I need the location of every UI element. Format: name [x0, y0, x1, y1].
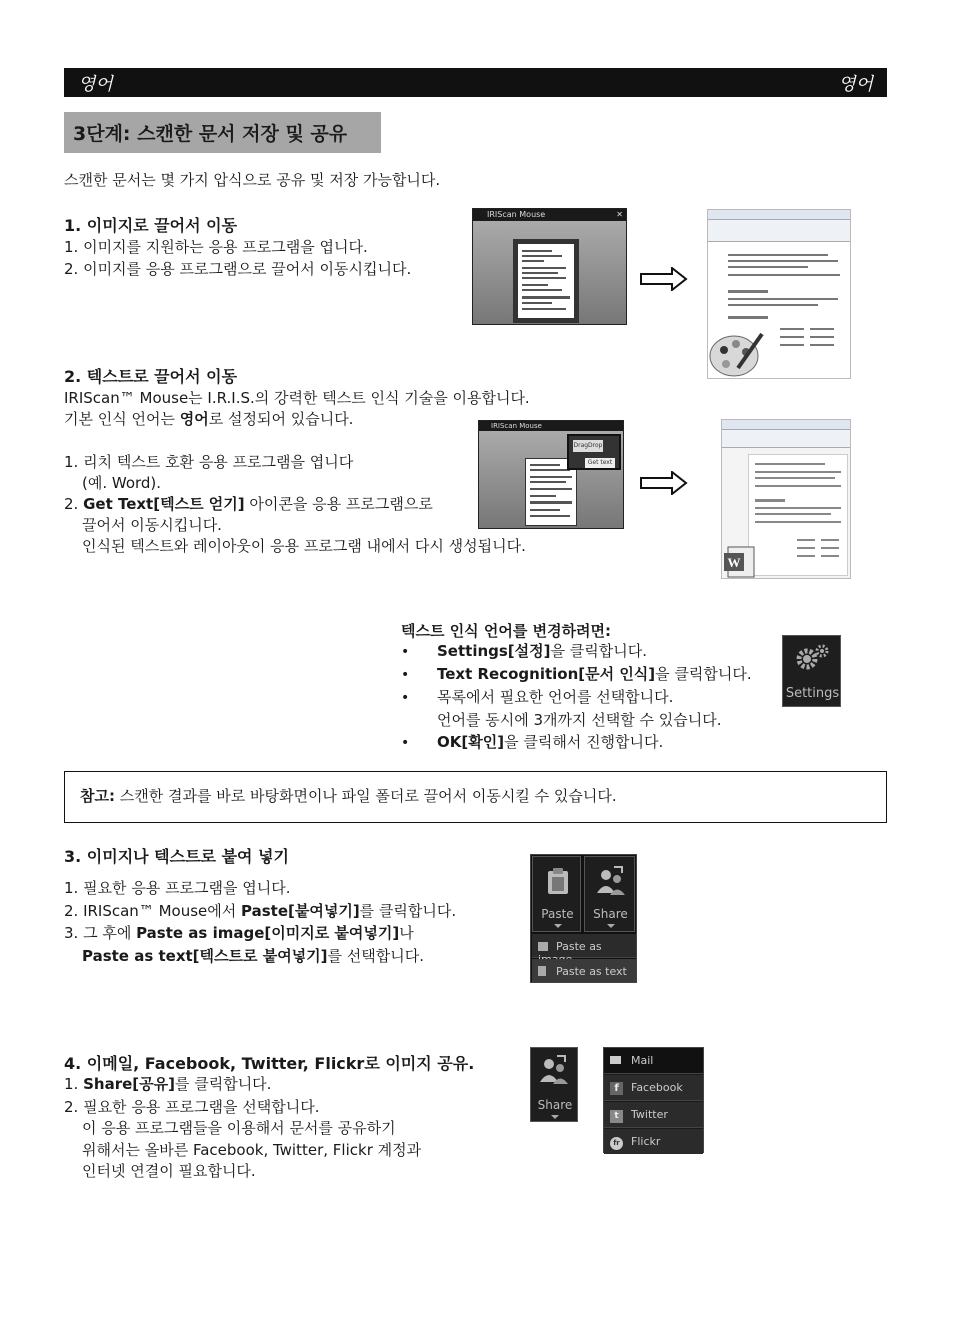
note-label: 참고:: [80, 787, 115, 805]
intro-text: 스캔한 문서는 몇 가지 압식으로 공유 및 저장 가능합니다.: [64, 171, 441, 189]
gear-icon: [793, 642, 833, 672]
section2-line4: (예. Word).: [82, 474, 162, 492]
paint-app-screenshot: [707, 209, 851, 379]
step-title: 3단계: 스캔한 문서 저장 및 공유: [64, 112, 381, 153]
scanned-document-frame: [513, 239, 579, 323]
iriscan-window-screenshot: [472, 208, 627, 325]
share-people-icon: [595, 865, 627, 895]
section2-line3: 1. 리치 텍스트 호환 응용 프로그램을 엽니다: [64, 453, 354, 471]
section3-line4: Paste as text[텍스트로 붙여넣기]를 선택합니다.: [82, 947, 425, 965]
section3-line2: 2. IRIScan™ Mouse에서 Paste[붙여넣기]를 클릭합니다.: [64, 902, 457, 920]
section2-line1: IRIScan™ Mouse는 I.R.I.S.의 강력한 텍스트 인식 기술을 이용합니다.: [64, 389, 530, 407]
gettext-panel: [567, 434, 621, 470]
section2-line6: 끌어서 이동시킵니다.: [82, 516, 222, 534]
text-doc-icon: [538, 966, 546, 976]
flickr-icon: fr: [610, 1137, 623, 1150]
dragdrop-label: DragDrop: [573, 440, 603, 452]
close-icon: ✕: [616, 210, 623, 219]
section3-title: 3. 이미지나 텍스트로 붙여 넣기: [64, 847, 289, 866]
paste-label: Paste: [541, 907, 574, 921]
share-label: Share: [593, 907, 628, 921]
language-step3: • 목록에서 필요한 언어를 선택합니다.: [401, 688, 674, 706]
paste-button[interactable]: [532, 856, 581, 932]
header-bar: [64, 68, 887, 97]
chevron-down-icon: [551, 1115, 559, 1119]
iriscan-gettext-screenshot: [478, 420, 624, 529]
paint-palette-icon: [708, 328, 764, 380]
share-label: Share: [537, 1098, 573, 1112]
share-facebook-item[interactable]: f Facebook: [604, 1075, 703, 1101]
word-app-screenshot: [721, 419, 851, 579]
share-flickr-item[interactable]: fr Flickr: [604, 1129, 703, 1154]
section1-line1: 1. 이미지를 지원하는 응용 프로그램을 엽니다.: [64, 238, 368, 256]
section4-line4: 위해서는 올바른 Facebook, Twitter, Flickr 계정과: [82, 1141, 422, 1159]
get-text-button[interactable]: Get text: [585, 458, 615, 468]
share-button[interactable]: [584, 856, 635, 932]
section2-line2: 기본 인식 언어는 영어로 설정되어 있습니다.: [64, 410, 354, 428]
note-box: [64, 771, 887, 823]
chevron-down-icon: [607, 924, 615, 928]
language-step4: • OK[확인]을 클릭해서 진행합니다.: [401, 733, 664, 751]
chevron-down-icon: [554, 924, 562, 928]
language-change-title: 텍스트 인식 언어를 변경하려면:: [401, 622, 612, 640]
note-text: 스캔한 결과를 바로 바탕화면이나 파일 폴더로 끌어서 이동시킬 수 있습니다.: [114, 787, 617, 805]
section4-title: 4. 이메일, Facebook, Twitter, Flickr로 이미지 공유.: [64, 1054, 475, 1073]
paste-share-panel: [530, 854, 637, 983]
header-language-right: 영어: [838, 74, 873, 95]
section4-line3: 이 응용 프로그램들을 이용해서 문서를 공유하기: [82, 1119, 396, 1137]
right-arrow-icon: [640, 267, 688, 291]
share-menu: [603, 1047, 704, 1153]
right-arrow-icon: [640, 471, 688, 495]
share-mail-item[interactable]: Mail: [604, 1048, 703, 1074]
language-step3-detail: 언어를 동시에 3개까지 선택할 수 있습니다.: [437, 711, 722, 729]
section3-line3: 3. 그 후에 Paste as image[이미지로 붙여넣기]나: [64, 924, 414, 942]
section4-line1: 1. Share[공유]를 클릭합니다.: [64, 1075, 272, 1093]
section2-line5: 2. Get Text[텍스트 얻기] 아이콘을 응용 프로그램으로: [64, 495, 433, 513]
section4-line2: 2. 필요한 응용 프로그램을 선택합니다.: [64, 1098, 320, 1116]
share-button[interactable]: [530, 1047, 578, 1122]
section1-line2: 2. 이미지를 응용 프로그램으로 끌어서 이동시킵니다.: [64, 260, 412, 278]
window-title: IRIScan Mouse: [491, 422, 542, 430]
language-step2: • Text Recognition[문서 인식]을 클릭합니다.: [401, 665, 752, 683]
paste-as-text-item[interactable]: Paste as text: [532, 959, 636, 983]
section2-title: 2. 텍스트로 끌어서 이동: [64, 367, 238, 386]
scanned-document: [517, 243, 575, 319]
twitter-icon: t: [610, 1110, 623, 1123]
section1-title: 1. 이미지로 끌어서 이동: [64, 216, 238, 235]
paste-as-image-item[interactable]: Paste as: [532, 934, 636, 958]
share-people-icon: [538, 1054, 570, 1084]
settings-button[interactable]: [782, 635, 841, 707]
share-twitter-item[interactable]: t Twitter: [604, 1102, 703, 1128]
svg-text:W: W: [727, 555, 741, 570]
language-step1: • Settings[설정]을 클릭합니다.: [401, 642, 647, 660]
image-icon: [538, 942, 548, 951]
facebook-icon: f: [610, 1082, 623, 1095]
word-icon: [722, 544, 758, 580]
window-title: IRIScan Mouse: [487, 210, 546, 219]
header-language-left: 영어: [78, 74, 113, 95]
section3-line1: 1. 필요한 응용 프로그램을 엽니다.: [64, 879, 291, 897]
section2-line7: 인식된 텍스트와 레이아웃이 응용 프로그램 내에서 다시 생성됩니다.: [82, 537, 526, 555]
clipboard-icon: [545, 867, 571, 895]
mail-icon: [610, 1056, 621, 1064]
section4-line5: 인터넷 연결이 필요합니다.: [82, 1162, 256, 1180]
settings-label: Settings: [785, 686, 840, 701]
